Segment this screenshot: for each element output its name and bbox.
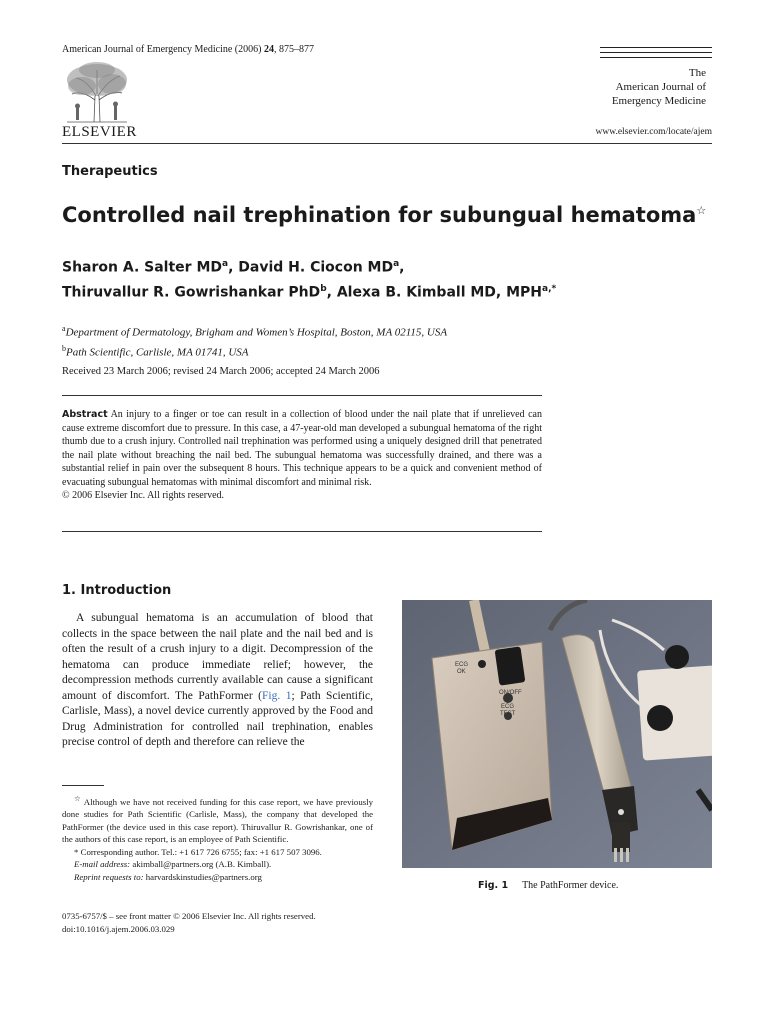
journal-title-line1: The — [688, 67, 706, 79]
intro-heading: 1. Introduction — [62, 583, 172, 598]
journal-name: American Journal of Emergency Medicine (2006) — [62, 44, 264, 55]
email-footnote: E-mail address: akimball@partners.org (A.B. Kimball). — [74, 859, 272, 870]
author-affiliation-mark: a — [222, 259, 229, 269]
abstract-text: An injury to a finger or toe can result in a collection of blood under the nail plate that if unrelieved can cause extreme discomfort due to pressure. In this case, a 47-year-old man developed a subungual hematoma of the right thumb due to a crush injury. Controlled nail trephination was performed using a uniquely designed drill that penetrated the nail plate without breaching the nail bed. The subungual hematoma was successfully drained, and there was a substantial relief in pain over the subsequent 8 hours. This technique appears to be a quick and convenient method of evacuating subungual hematomas with minimal discomfort and minimal risk. — [62, 409, 542, 488]
abstract — [62, 408, 542, 503]
footnote-rule — [62, 785, 104, 786]
author-name: Sharon A. Salter MD — [62, 259, 222, 276]
journal-title-rules — [600, 47, 712, 62]
copyright-line: © 2006 Elsevier Inc. All rights reserved. — [62, 490, 225, 501]
abstract-top-rule — [62, 395, 542, 396]
on-off-label: ON/OFF — [499, 690, 522, 696]
journal-url[interactable]: www.elsevier.com/locate/ajem — [595, 127, 712, 137]
corresponding-author-footnote: * Corresponding author. Tel.: +1 617 726 6755; fax: +1 617 507 3096. — [74, 846, 322, 857]
figure-caption — [478, 880, 618, 891]
issn-block — [62, 910, 316, 935]
figure-label: Fig. 1 — [478, 880, 509, 891]
affiliation-b: $^b$Path Scientific, Carlisle, MA 01741, USA — [62, 343, 249, 359]
article-title-text: Controlled nail trephination for subungual hematoma — [62, 203, 697, 227]
author-affiliation-mark: a,* — [542, 283, 557, 294]
intro-paragraph: A subungual hematoma is an accumulation of blood that collects in the space between the nail plate and the nail bed and is often the result of a crush injury to a digit. Decompression of the hematoma can produce immediate relief; however, the decompression methods currently available can cause a significant amount of discomfort. The PathFormer (Fig. 1; Path Scientific, Carlisle, Mass), a novel device currently approved by the Food and Drug Administration for controlled nail trephination, enables precise control of depth and therefore can relieve the — [62, 612, 374, 748]
journal-title-line2: American Journal of — [615, 81, 706, 93]
footnotes — [62, 793, 373, 883]
journal-pages: , 875–877 — [273, 44, 314, 55]
journal-title-line3: Emergency Medicine — [611, 95, 706, 107]
author-affiliation-mark: b — [320, 283, 327, 294]
figure-reference-link[interactable]: Fig. 1 — [262, 689, 292, 702]
author-name: David H. Ciocon MD — [238, 259, 394, 276]
author-list — [62, 254, 556, 303]
journal-volume: 24 — [263, 44, 274, 55]
journal-reference — [62, 44, 314, 55]
reprint-footnote: Reprint requests to: harvardskinstudies@partners.org — [74, 871, 262, 882]
author-line-1: Sharon A. Salter $MD^a$, David H. Ciocon $MD^a$, — [62, 259, 405, 276]
funding-footnote: ☆ Although we have not received funding for this case report, we have previously done studies for Path Scientific (Carlisle, Mass), the company that developed the PathFormer (the device used in this case report). Thiruvallur R. Gowrishankar, one of the authors of this case report, is an employee of Path Scientific. — [62, 794, 373, 845]
journal-title — [560, 66, 706, 108]
author-line-2: Thiruvallur R. Gowrishankar PhD$^b$, Alexa B. Kimball MD, $MPH^{a,*}$ — [62, 283, 557, 301]
article-title — [62, 203, 706, 227]
section-label: Therapeutics — [62, 164, 158, 179]
publisher-name: ELSEVIER — [62, 124, 137, 140]
email-link[interactable]: akimball@partners.org (A.B. Kimball). — [132, 859, 272, 870]
author-affiliation-mark: a — [393, 259, 400, 269]
abstract-bottom-rule — [62, 531, 542, 532]
author-name: Thiruvallur R. Gowrishankar PhD — [62, 284, 321, 301]
elsevier-tree-logo — [62, 60, 132, 124]
ecg-test-label-2: TEST — [500, 711, 516, 717]
ecg-ok-label-1: ECG — [455, 662, 469, 668]
doi-line[interactable]: doi:10.1016/j.ajem.2006.03.029 — [62, 923, 175, 934]
ecg-test-label-1: ECG — [501, 704, 515, 710]
title-footnote-mark[interactable]: ☆ — [696, 204, 707, 217]
ecg-ok-label-2: OK — [457, 669, 466, 675]
header-divider — [62, 143, 712, 144]
figure-1-photo — [402, 600, 712, 868]
issn-line: 0735-6757/$ – see front matter © 2006 Elsevier Inc. All rights reserved. — [62, 911, 316, 921]
reprint-email-link[interactable]: harvardskinstudies@partners.org — [145, 871, 262, 882]
figure-caption-text: The PathFormer device. — [522, 880, 619, 891]
affiliation-a: $^a$Department of Dermatology, Brigham and Women’s Hospital, Boston, MA 02115, USA — [62, 324, 448, 339]
abstract-label: Abstract — [62, 409, 108, 420]
received-dates: Received 23 March 2006; revised 24 March 2006; accepted 24 March 2006 — [62, 366, 380, 377]
author-name: Alexa B. Kimball MD, MPH — [336, 284, 543, 301]
affiliations — [62, 321, 447, 360]
